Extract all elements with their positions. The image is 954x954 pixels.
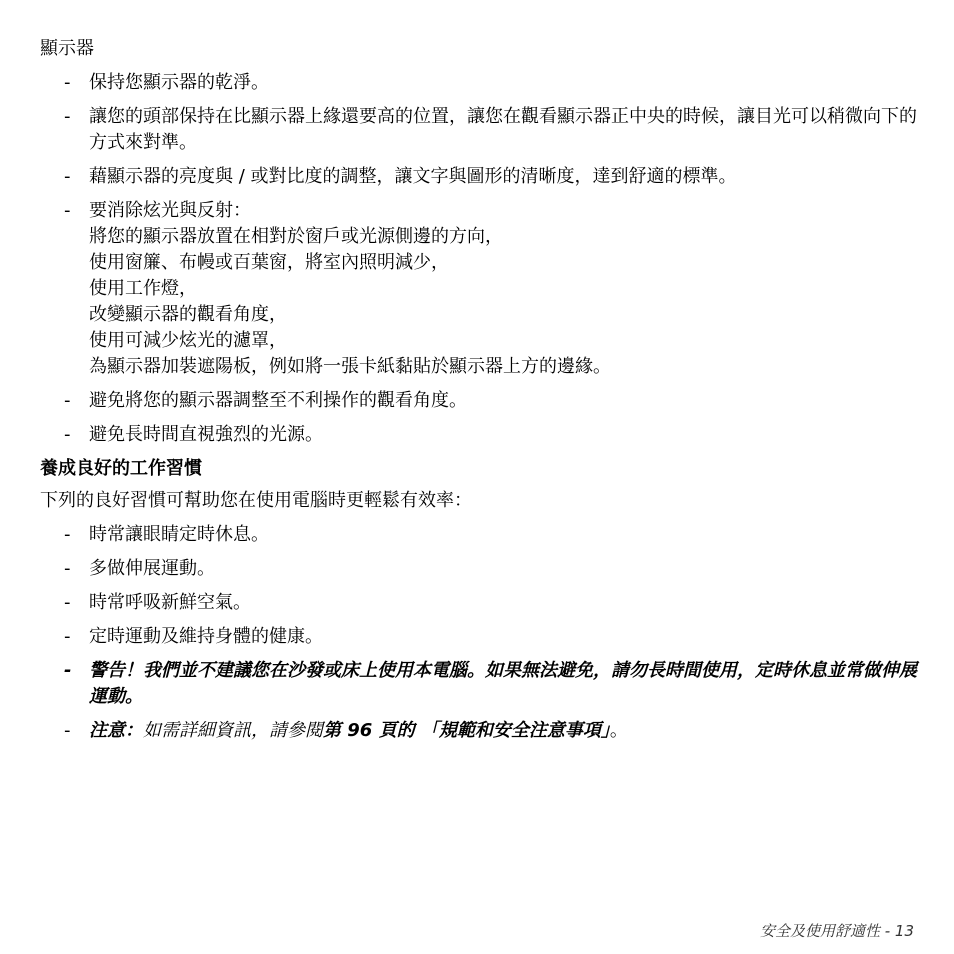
list-item (40, 164, 920, 190)
dash-bullet: - (64, 72, 71, 93)
page-footer: 安全及使用舒適性 - 13 (759, 922, 914, 940)
list-item (40, 522, 920, 548)
list-item (40, 388, 920, 414)
work-habits-intro: 下列的良好習慣可幫助您在使用電腦時更輕鬆有效率： (40, 490, 472, 511)
work-habits-list (40, 522, 920, 744)
glare-sub-item: 改變顯示器的觀看角度， (89, 304, 287, 325)
list-item (40, 556, 920, 582)
glare-sub-item: 使用工作燈， (89, 278, 197, 299)
cross-reference-link[interactable]: 第 96 頁的 「規範和安全注意事項」 (323, 720, 610, 741)
dash-bullet: - (64, 626, 71, 647)
list-item (40, 422, 920, 448)
list-item-text: 避免長時間直視強烈的光源。 (89, 424, 323, 445)
list-item-text: 要消除炫光與反射： (89, 200, 251, 221)
list-item-text: 時常呼吸新鮮空氣。 (89, 592, 251, 613)
dash-bullet: - (64, 660, 72, 681)
dash-bullet: - (64, 592, 71, 613)
dash-bullet: - (64, 558, 71, 579)
list-item (40, 590, 920, 616)
list-item (40, 104, 920, 156)
dash-bullet: - (64, 166, 71, 187)
list-item-text: 避免將您的顯示器調整至不利操作的觀看角度。 (89, 390, 467, 411)
display-tips-list (40, 70, 920, 448)
note-label: 注意： (89, 720, 143, 741)
dash-bullet: - (64, 200, 71, 221)
dash-bullet: - (64, 524, 71, 545)
list-item-text: 藉顯示器的亮度與 / 或對比度的調整，讓文字與圖形的清晰度，達到舒適的標準。 (89, 166, 737, 187)
warning-text: 警告！我們並不建議您在沙發或床上使用本電腦。如果無法避免，請勿長時間使用，定時休息並常做伸展運動。 (89, 660, 917, 707)
glare-sub-item: 為顯示器加裝遮陽板，例如將一張卡紙黏貼於顯示器上方的邊緣。 (89, 356, 611, 377)
note-text: 如需詳細資訊，請參閱 (143, 720, 323, 741)
list-item-text: 時常讓眼睛定時休息。 (89, 524, 269, 545)
list-item-text: 多做伸展運動。 (89, 558, 215, 579)
dash-bullet: - (64, 720, 71, 741)
section-heading-work-habits: 養成良好的工作習慣 (40, 458, 202, 479)
glare-sub-item: 將您的顯示器放置在相對於窗戶或光源側邊的方向， (89, 226, 503, 247)
list-item (40, 70, 920, 96)
list-item (40, 198, 920, 380)
warning-item (40, 658, 920, 710)
glare-sub-item: 使用窗簾、布幔或百葉窗，將室內照明減少， (89, 252, 449, 273)
dash-bullet: - (64, 390, 71, 411)
document-page (40, 36, 920, 752)
list-item (40, 624, 920, 650)
list-item-text: 讓您的頭部保持在比顯示器上緣還要高的位置，讓您在觀看顯示器正中央的時候，讓目光可以稍微向下的方式來對準。 (89, 106, 917, 153)
list-item-text: 定時運動及維持身體的健康。 (89, 626, 323, 647)
dash-bullet: - (64, 424, 71, 445)
section-title-display: 顯示器 (40, 38, 94, 59)
list-item-text: 保持您顯示器的乾淨。 (89, 72, 269, 93)
note-end-punctuation: 。 (609, 720, 628, 741)
glare-sub-item: 使用可減少炫光的濾罩， (89, 330, 287, 351)
dash-bullet: - (64, 106, 71, 127)
note-item (40, 718, 920, 744)
